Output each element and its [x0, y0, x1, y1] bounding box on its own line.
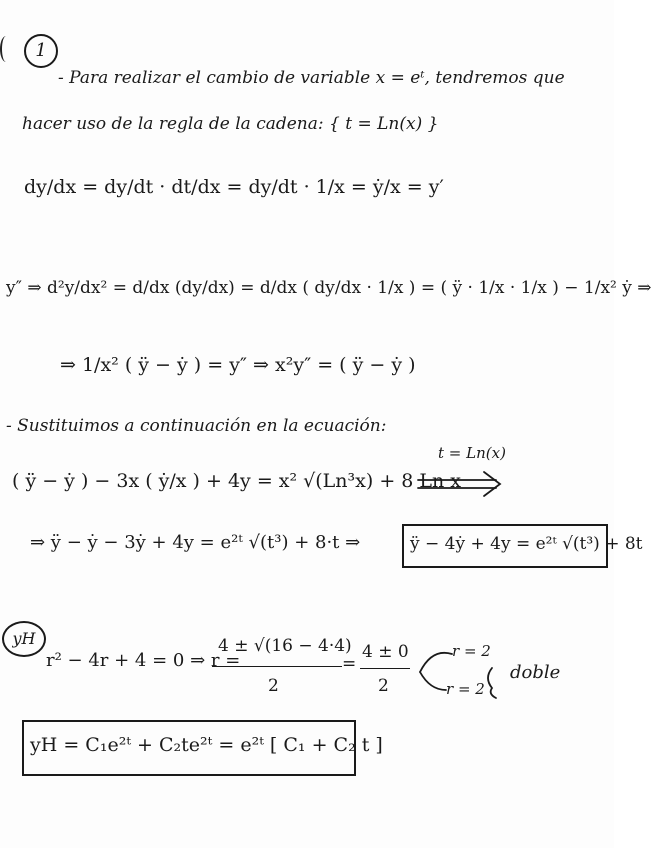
root-lower: r = 2 [446, 680, 485, 698]
double-root-note: doble [510, 662, 561, 683]
implies-arrow-head [484, 472, 500, 496]
exercise-number: 1 [35, 40, 47, 61]
homogeneous-label: yH [12, 629, 36, 648]
simplified-fraction-bar [360, 668, 410, 669]
quadratic-fraction-bar [212, 666, 342, 667]
homogeneous-solution-badge [2, 621, 46, 657]
root-upper: r = 2 [452, 642, 491, 660]
boxed-final-equation: ÿ − 4ẏ + 4y = e²ᵗ √(t³) + 8t [410, 534, 643, 554]
intro-line-2: hacer uso de la regla de la cadena: { t = Ln(x) } [22, 114, 439, 134]
intro-line-1: - Para realizar el cambio de variable x = eᵗ, tendremos que [58, 68, 565, 88]
substitute-heading: - Sustituimos a continuación en la ecuación: [6, 416, 387, 436]
change-of-variable-label: t = Ln(x) [438, 444, 506, 462]
quadratic-formula-denominator: 2 [268, 676, 279, 696]
second-derivative-equation: y″ ⇒ d²y/dx² = d/dx (dy/dx) = d/dx ( dy/dx · 1/x ) = ( ÿ · 1/x · 1/x ) − 1/x² ẏ ⇒ [6, 278, 652, 298]
simplified-denominator: 2 [378, 676, 389, 696]
result-equation: ⇒ ÿ − ẏ − 3ẏ + 4y = e²ᵗ √(t³) + 8·t ⇒ [30, 532, 361, 553]
substituted-equation: ( ÿ − ẏ ) − 3x ( ẏ/x ) + 4y = x² √(Ln³x) + 8 Ln x [12, 470, 462, 492]
first-derivative-equation: dy/dx = dy/dt · dt/dx = dy/dt · 1/x = ẏ/x = y′ [24, 176, 444, 198]
root-branch-upper [420, 653, 452, 672]
root-brace [488, 668, 496, 698]
characteristic-equation: r² − 4r + 4 = 0 ⇒ r = [46, 650, 241, 671]
quadratic-formula-numerator: 4 ± √(16 − 4·4) [218, 636, 352, 656]
simplified-numerator: 4 ± 0 [362, 642, 409, 662]
equals-sign: = [342, 654, 357, 674]
second-derivative-result: ⇒ 1/x² ( ÿ − ẏ ) = y″ ⇒ x²y″ = ( ÿ − ẏ ) [60, 354, 416, 376]
root-branch-lower [420, 672, 446, 690]
homogeneous-solution: yH = C₁e²ᵗ + C₂te²ᵗ = e²ᵗ [ C₁ + C₂ t ] [30, 734, 383, 756]
